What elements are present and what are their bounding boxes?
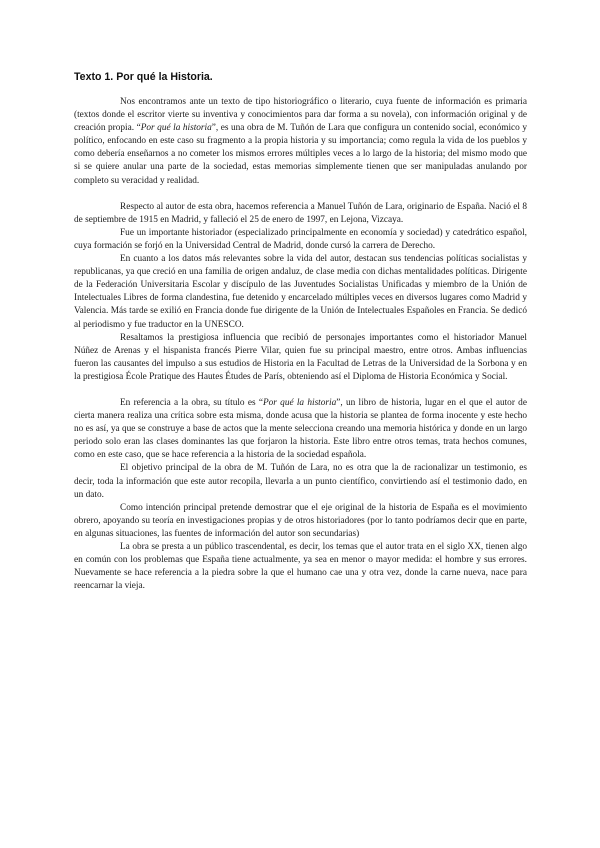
paragraph-author-influences: Resaltamos la prestigiosa influencia que recibió de personajes importantes como el historiador Manuel Núñez de Arenas y el hispanista francés Pierre Vilar, quien fue su principal maestro, entre otros. Ambas influencias fueron las causantes del impulso a sus estudios de Historia en la Facultad de Letras de la Universidad de la Sorbona y en la prestigiosa École Pratique des Hautes Études de París, obteniendo así el Diploma de Historia Económica y Social. [74, 332, 527, 382]
paragraph-gap [74, 188, 527, 201]
document-body [74, 71, 527, 593]
document-title: Texto 1. Por qué la Historia. [74, 71, 213, 83]
paragraph-author-career: Fue un importante historiador (especializado principalmente en economía y sociedad) y catedrático español, cuya formación se forjó en la Universidad Central de Madrid, donde cursó la carrera de Derecho. [74, 227, 527, 251]
paragraph-author-life: En cuanto a los datos más relevantes sobre la vida del autor, destacan sus tendencias políticas socialistas y republicanas, ya que creció en una familia de origen andaluz, de clase media con dichas mentalidades políticas. Dirigente de la Federación Universitaria Escolar y discípulo de las Juventudes Socialistas Unificadas y miembro de la Unión de Intelectuales Libres de forma clandestina, fue detenido y encarcelado múltiples veces en diversos lugares como Madrid y Valencia. Más tarde se exilió en Francia donde fue dirigente de la Unión de Intelectuales Españoles en Francia. Se dedicó al periodismo y fue traductor en la UNESCO. [74, 254, 527, 330]
paragraph-work-audience: La obra se presta a un público trascendental, es decir, los temas que el autor trata en el siglo XX, tienen algo en común con los problemas que España tiene actualmente, ya sea en menor o mayor medida: el hombre y sus errores. Nuevamente se hace referencia a la piedra sobre la que el humano cae una y otra vez, donde la carne nueva, nace para reencarnar la vieja. [74, 542, 527, 592]
paragraph-work-objective: El objetivo principal de la obra de M. Tuñón de Lara, no es otra que la de racionalizar un testimonio, es decir, toda la información que este autor recopila, llevarla a un punto científico, convirtiendo así el testimonio dado, en un dato. [74, 463, 527, 500]
paragraph-work-title: En referencia a la obra, su título es “Por qué la historia”, un libro de historia, lugar en el que el autor de cierta manera realiza una crítica sobre esta misma, donde acusa que la historia se plantea de forma inocente y este hecho no es así, ya que se construye a base de actos que la mente selecciona creando una memoria histórica y donde en un largo periodo solo eran las clases dominantes las que forjaron la historia. Este libro entre otros temas, trata hechos comunes, como en este caso, que se hace referencia a la historia de la sociedad española. [74, 397, 527, 461]
paragraph-work-intention: Como intención principal pretende demostrar que el eje original de la historia de España es el movimiento obrero, apoyando su teoría en investigaciones propias y de otros historiadores (por lo tanto podríamos decir que en parte, en algunas situaciones, las fuentes de información del autor son secundarias) [74, 502, 527, 539]
book-title: Por qué la historia [262, 397, 337, 408]
book-title: Por qué la historia [140, 123, 212, 134]
paragraph-author-origin: Respecto al autor de esta obra, hacemos referencia a Manuel Tuñón de Lara, originario de España. Nació el 8 de septiembre de 1915 en Madrid, y falleció el 25 de enero de 1997, en Lejona, Vizcaya. [74, 201, 527, 225]
paragraph-intro: Nos encontramos ante un texto de tipo historiográfico o literario, cuya fuente de información es primaria (textos donde el escritor vierte su inventiva y conocimientos para dar forma a su novela), con información original y de creación propia. “Por qué la historia”, es una obra de M. Tuñón de Lara que configura un contenido social, económico y político, enfocando en este caso su fragmento a la propia historia y su importancia; como regula la vida de los pueblos y como debería enseñarnos a no cometer los mismos errores múltiples veces a lo largo de la historia; del mismo modo que si se quiere anular una parte de la sociedad, estas memorias simplemente tienen que ser manipuladas anulando por completo su veracidad y realidad. [74, 97, 527, 186]
paragraph-gap [74, 384, 527, 397]
